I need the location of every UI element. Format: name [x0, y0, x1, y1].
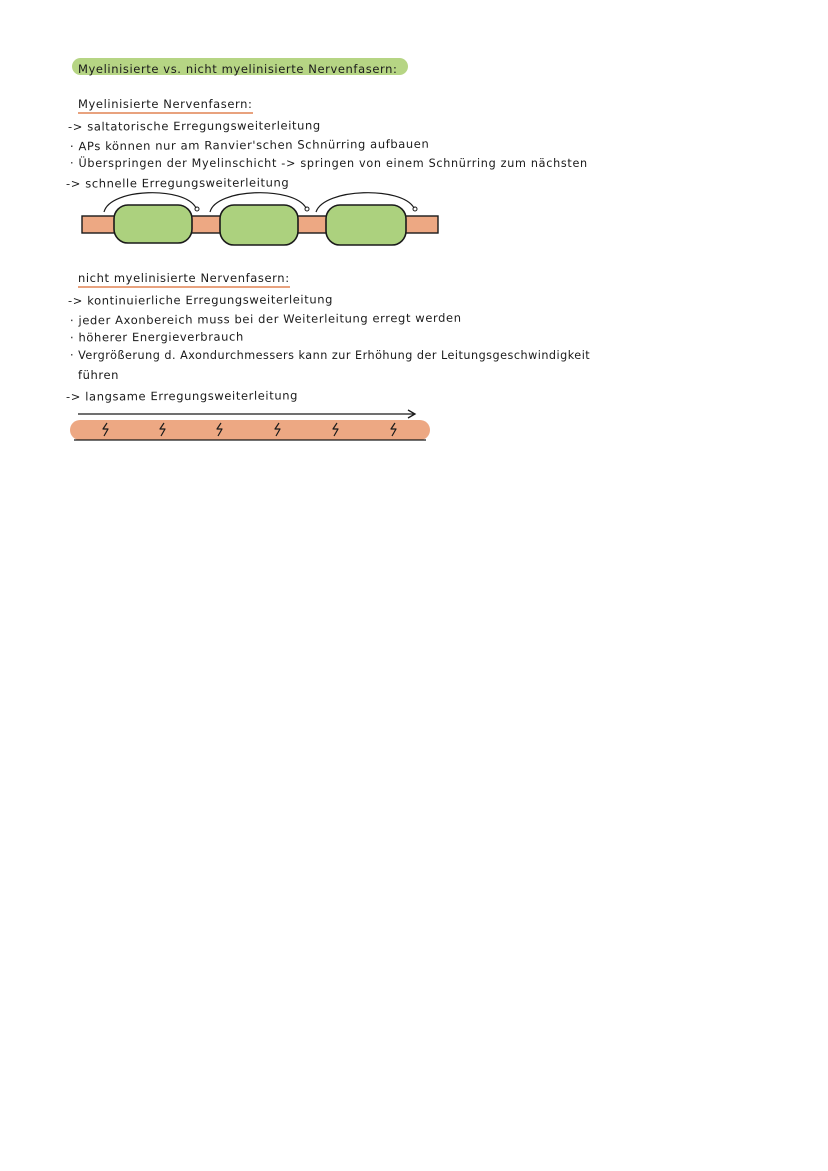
unmyelinated-line-2: · jeder Axonbereich muss bei der Weiterleitung erregt werden — [69, 310, 462, 328]
title-highlight — [72, 58, 408, 75]
myelin-sheath-3 — [326, 205, 406, 245]
page-title: Myelinisierte vs. nicht myelinisierte Nervenfasern: — [78, 62, 398, 76]
unmyelinated-line-3: · höherer Energieverbrauch — [69, 329, 244, 345]
myelinated-axon-diagram-icon — [80, 190, 442, 250]
myelinated-line-1: -> saltatorische Erregungsweiterleitung — [67, 118, 321, 134]
myelinated-heading: Myelinisierte Nervenfasern: — [78, 97, 253, 114]
unmyelinated-line-5: führen — [78, 368, 120, 382]
myelinated-line-4: -> schnelle Erregungsweiterleitung — [65, 175, 290, 191]
axon-shape — [70, 420, 430, 440]
unmyelinated-heading: nicht myelinisierte Nervenfasern: — [78, 271, 290, 288]
unmyelinated-line-1: -> kontinuierliche Erregungsweiterleitung — [67, 292, 334, 308]
unmyelinated-line-6: -> langsame Erregungsweiterleitung — [65, 388, 299, 404]
myelinated-line-3: · Überspringen der Myelinschicht -> springen von einem Schnürring zum nächsten — [70, 157, 588, 170]
myelin-sheath-2 — [220, 205, 298, 245]
myelin-sheath-1 — [114, 205, 192, 243]
myelinated-line-2: · APs können nur am Ranvier'schen Schnürring aufbauen — [69, 136, 430, 154]
unmyelinated-axon-diagram-icon — [68, 406, 432, 444]
unmyelinated-line-4: · Vergrößerung d. Axondurchmessers kann zur Erhöhung der Leitungsgeschwindigkeit — [70, 349, 591, 362]
